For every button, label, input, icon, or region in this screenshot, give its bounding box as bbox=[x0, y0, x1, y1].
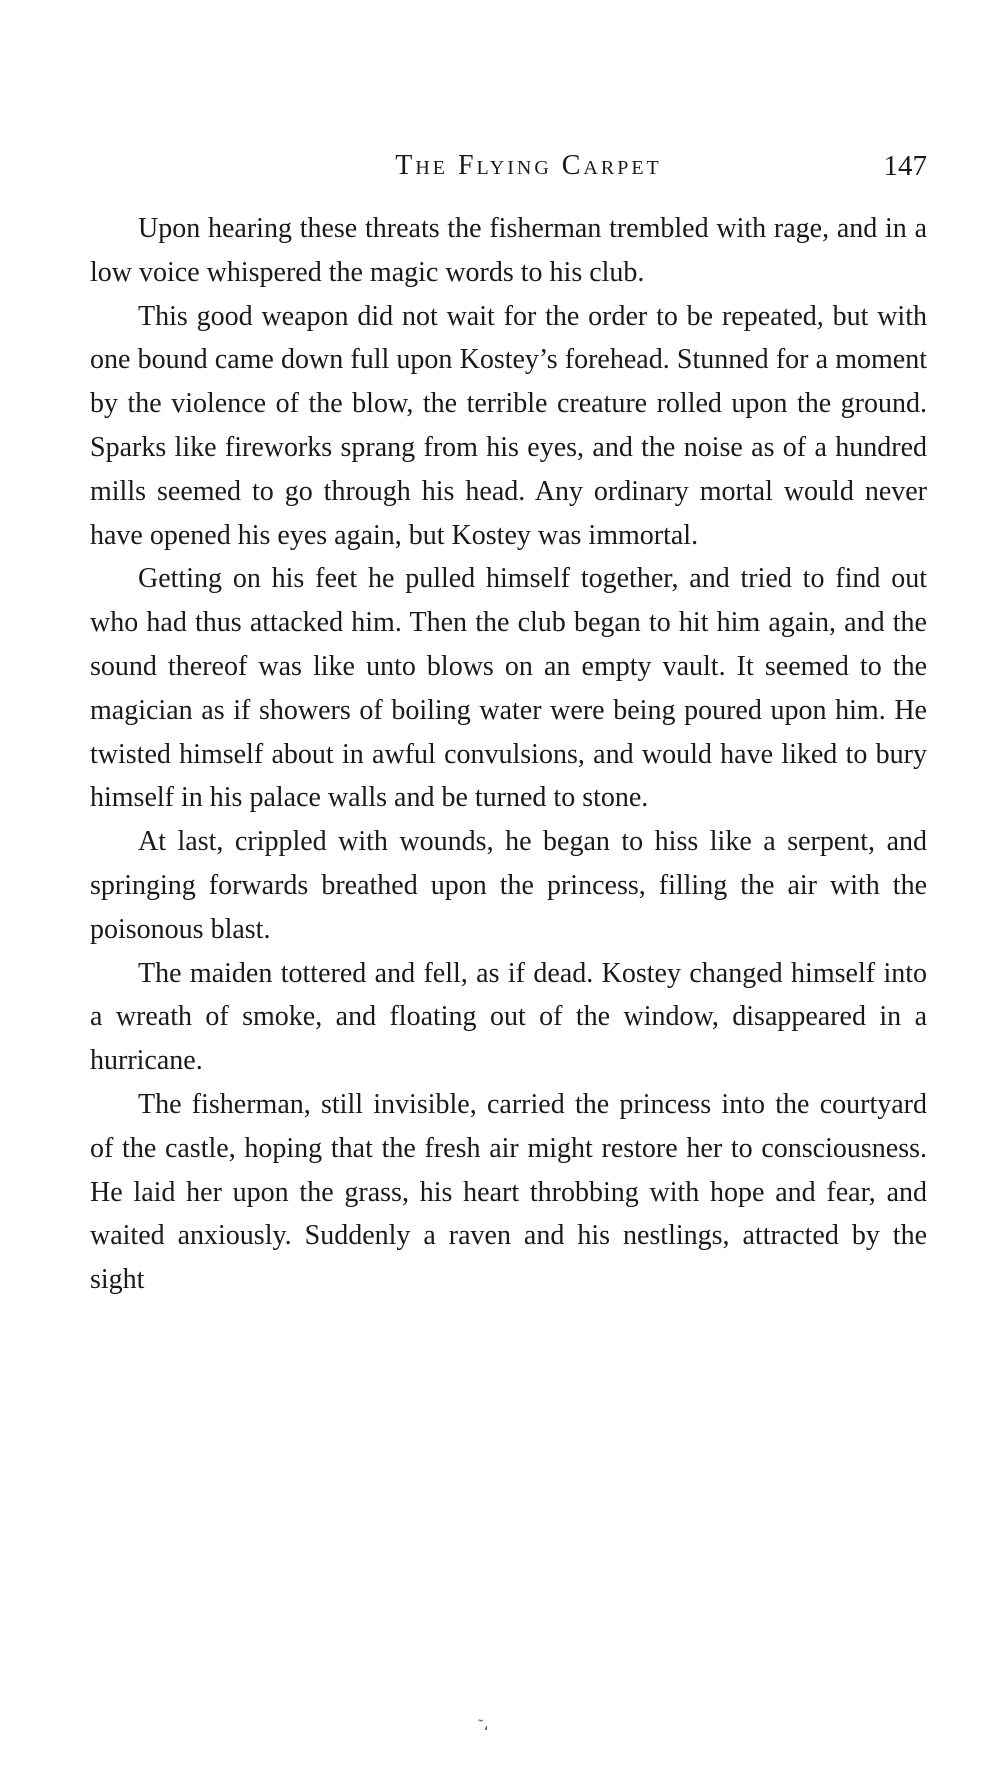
running-title: The Flying Carpet bbox=[395, 150, 662, 181]
paragraph-6: The fisherman, still invisible, carried the princess into the courtyard of the castle, hoping that the fresh air might restore her to consciousness. He laid her upon the grass, his heart throbbing with hope and fear, and waited anxiously. Suddenly a raven and his nestlings, attracted by the sight bbox=[90, 1088, 927, 1296]
paragraph-1: Upon hearing these threats the fisherman trembled with rage, and in a low voice whispered the magic words to his club. bbox=[90, 213, 927, 288]
page-number: 147 bbox=[883, 150, 927, 182]
paragraph-5: The maiden tottered and fell, as if dead. Kostey changed himself into a wreath of smoke, and floating out of the window, disappeared in a hurricane. bbox=[90, 957, 927, 1077]
print-speck-mark: ˜، bbox=[478, 1717, 489, 1734]
paragraph-3: Getting on his feet he pulled himself together, and tried to find out who had thus attacked him. Then the club began to hit him again, and the sound thereof was like unto blows on an empty vault. It seemed to the magician as if showers of boiling water were being poured upon him. He twisted himself about in awful convulsions, and would have liked to bury himself in his palace walls and be turned to stone. bbox=[90, 563, 927, 814]
body-text bbox=[90, 207, 927, 1302]
paragraph-2: This good weapon did not wait for the order to be repeated, but with one bound came down full upon Kostey’s forehead. Stunned for a moment by the violence of the blow, the terrible creature rolled upon the ground. Sparks like fireworks sprang from his eyes, and the noise as of a hundred mills seemed to go through his head. Any ordinary mortal would never have opened his eyes again, but Kostey was immortal. bbox=[90, 300, 927, 551]
page-header bbox=[90, 150, 927, 190]
paragraph-4: At last, crippled with wounds, he began to hiss like a serpent, and springing forwards breathed upon the princess, filling the air with the poisonous blast. bbox=[90, 826, 927, 945]
